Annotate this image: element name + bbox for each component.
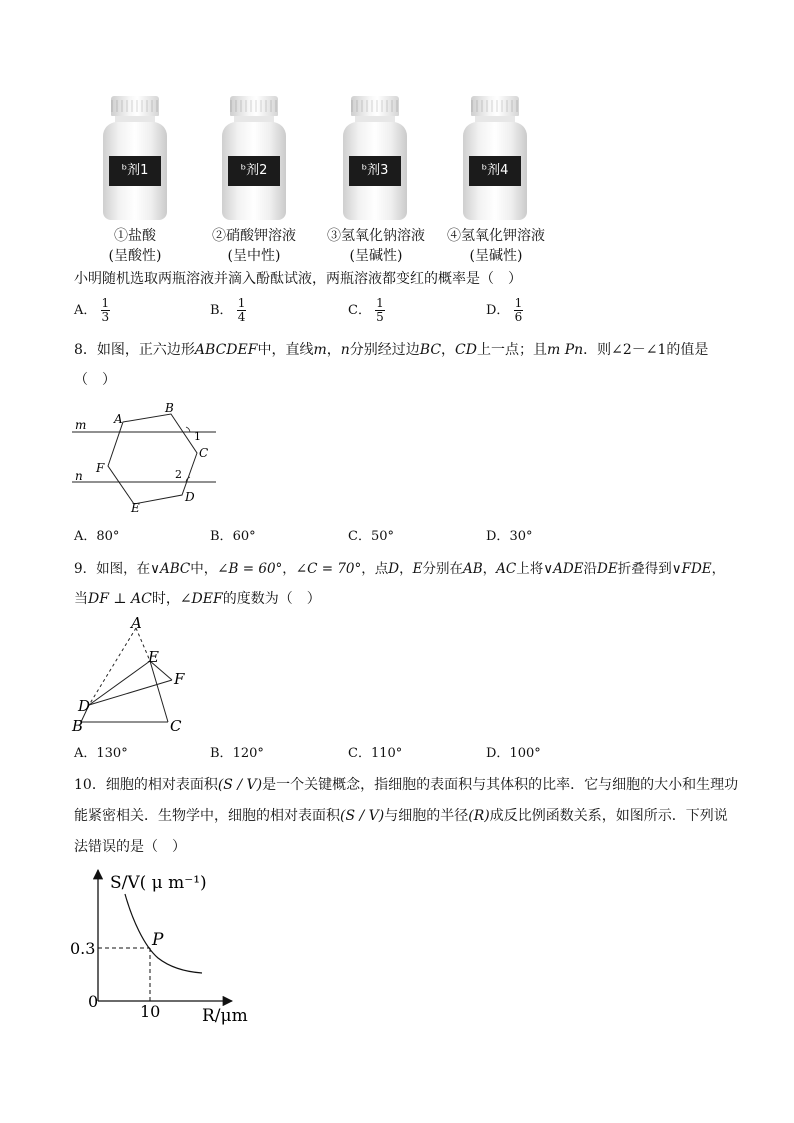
bottle-caption-1: ①盐酸 (呈酸性): [108, 228, 162, 264]
bottle-label: ᵇ剂3: [349, 156, 401, 186]
q7-option-d: D． $\frac{1}{6}$: [486, 296, 523, 324]
fold-de: [89, 661, 150, 705]
bottle-cap: [351, 96, 399, 116]
bottle-caption-4: ④氢氧化钾溶液 (呈碱性): [447, 228, 545, 264]
q7-option-c: C． $\frac{1}{5}$: [348, 296, 384, 324]
q10-inverse-graph: [66, 864, 256, 1028]
y-tick-label: 0.3: [70, 939, 96, 958]
q10-stem-line-2: 能紧密相关．生物学中，细胞的相对表面积(S / V)与细胞的半径(R)成反比例函数关系，如图所示．下列说: [74, 808, 728, 824]
angle-1-arc: [186, 427, 190, 432]
side-ec: [150, 661, 168, 722]
q9-stem-line-2: 当DF ⊥ AC时，∠DEF的度数为（ ）: [74, 591, 321, 607]
bottle-cap: [471, 96, 519, 116]
bottle-1: [103, 96, 167, 220]
label-d: D: [78, 697, 91, 715]
q8-option-a: A．80°: [74, 529, 120, 544]
fraction: $\frac{1}{3}$: [101, 296, 110, 324]
label-e: E: [131, 501, 140, 515]
label-d: D: [185, 490, 195, 504]
q8-option-c: C．50°: [348, 529, 394, 544]
q9-option-d: D．100°: [486, 746, 541, 761]
bottle-cap: [230, 96, 278, 116]
bottle-label: ᵇ剂2: [228, 156, 280, 186]
fraction: $\frac{1}{4}$: [237, 296, 246, 324]
origin-label: 0: [88, 992, 99, 1011]
y-axis-label: S/V( μ m⁻¹): [110, 873, 207, 893]
bottle-caption-2: ②硝酸钾溶液 (呈中性): [212, 228, 296, 264]
label-angle-1: 1: [194, 430, 201, 443]
x-tick-label: 10: [140, 1002, 161, 1021]
label-n: n: [75, 469, 83, 483]
q8-option-b: B．60°: [210, 529, 256, 544]
q7-option-a: A． $\frac{1}{3}$: [74, 296, 110, 324]
label-b: B: [72, 717, 84, 735]
q8-option-d: D．30°: [486, 529, 533, 544]
q7-option-b: B． $\frac{1}{4}$: [210, 296, 246, 324]
q9-stem-line-1: 9．如图，在∨ABC中，∠B = 60°，∠C = 70°，点D，E分别在AB，AC上将∨ADE沿DE折叠得到∨FDE，: [74, 561, 726, 577]
q8-hexagon-figure: [70, 398, 230, 516]
label-b: B: [165, 401, 174, 415]
label-a: A: [131, 614, 142, 632]
q8-stem: 8．如图，正六边形ABCDEF中，直线m，n分别经过边BC，CD上一点；且m Pn．则∠2－∠1的值是: [74, 342, 709, 358]
q9-option-b: B．120°: [210, 746, 264, 761]
fraction: $\frac{1}{5}$: [376, 296, 384, 324]
q9-option-a: A．130°: [74, 746, 128, 761]
label-e: E: [148, 648, 159, 666]
bottle-cap: [111, 96, 159, 116]
q9-triangle-figure: [70, 614, 200, 738]
q10-stem-line-3: 法错误的是（ ）: [74, 839, 186, 855]
q7-stem: 小明随机选取两瓶溶液并滴入酚酞试液，两瓶溶液都变红的概率是（ ）: [74, 271, 522, 287]
bottle-2: [222, 96, 286, 220]
hexagon: [108, 414, 197, 504]
point-p-label: P: [152, 930, 164, 950]
bottle-label: ᵇ剂4: [469, 156, 521, 186]
label-f: F: [96, 461, 105, 475]
label-c: C: [170, 717, 182, 735]
bottle-label: ᵇ剂1: [109, 156, 161, 186]
q10-stem-line-1: 10．细胞的相对表面积(S / V)是一个关键概念，指细胞的表面积与其体积的比率．它与细胞的大小和生理功: [74, 777, 739, 793]
label-a: A: [114, 412, 123, 426]
bottle-4: [463, 96, 527, 220]
label-m: m: [75, 418, 87, 432]
q8-paren: （ ）: [74, 372, 116, 388]
x-axis-label: R/μm: [202, 1006, 248, 1026]
q9-option-c: C．110°: [348, 746, 403, 761]
label-f: F: [174, 670, 185, 688]
label-angle-2: 2: [175, 468, 182, 481]
bottle-3: [343, 96, 407, 220]
bottle-caption-3: ③氢氧化钠溶液 (呈碱性): [327, 228, 425, 264]
inverse-curve: [125, 894, 202, 973]
fraction: $\frac{1}{6}$: [514, 296, 523, 324]
label-c: C: [199, 446, 209, 460]
